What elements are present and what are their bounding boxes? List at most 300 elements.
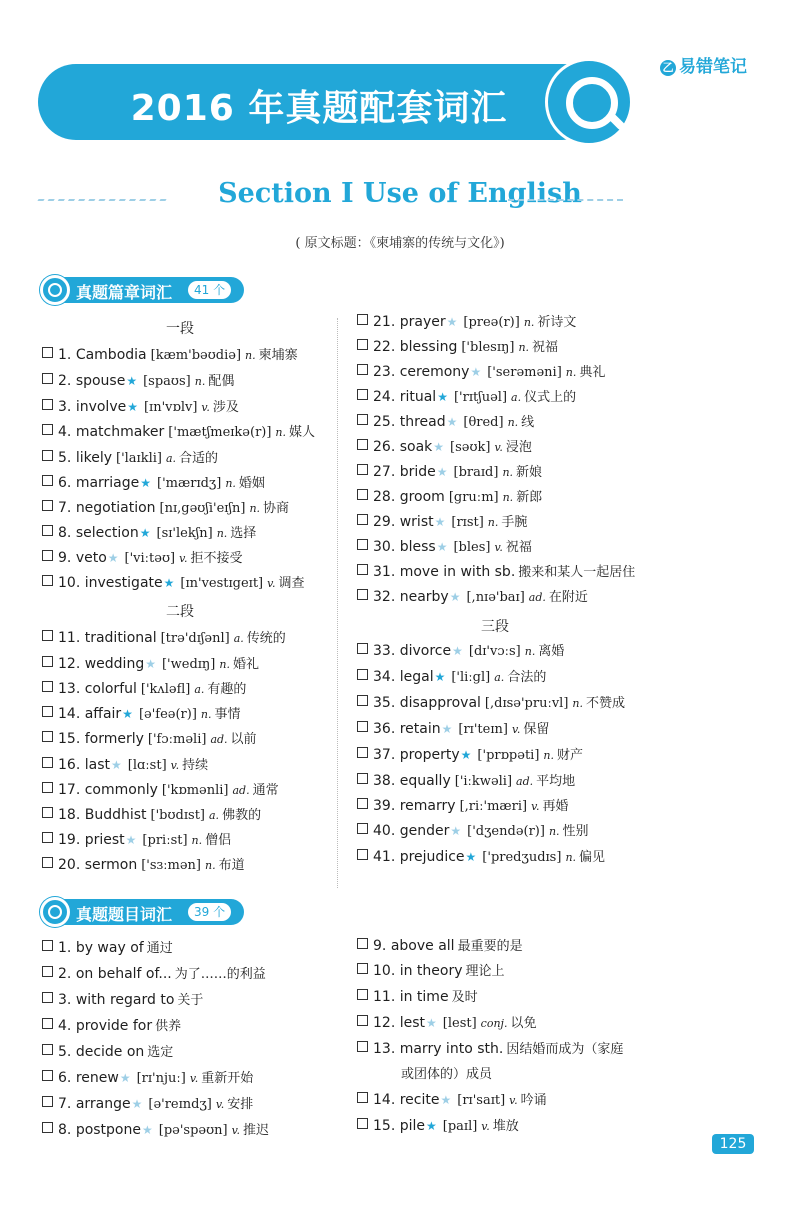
checkbox[interactable] xyxy=(42,706,53,717)
meaning: 性别 xyxy=(562,824,589,839)
star-icon: ★ xyxy=(436,540,448,554)
vocab-word: arrange xyxy=(75,1096,131,1112)
vocab-row xyxy=(42,1043,173,1062)
vocab-word: marriage xyxy=(75,475,140,491)
item-number: 33. xyxy=(373,643,400,659)
meaning: 佛教的 xyxy=(222,808,262,823)
page-title: 2016 年真题配套词汇 xyxy=(130,88,508,129)
vocab-row xyxy=(42,398,239,417)
vocab-row xyxy=(42,1095,253,1114)
star-icon: ★ xyxy=(452,644,463,658)
checkbox[interactable] xyxy=(357,1041,368,1052)
vocab-word: marry into sth. xyxy=(399,1041,504,1057)
star-icon: ★ xyxy=(446,315,458,329)
checkbox[interactable] xyxy=(357,539,368,550)
item-number: 13. xyxy=(58,681,85,697)
item-number: 27. xyxy=(373,464,400,480)
checkbox[interactable] xyxy=(357,695,368,706)
item-number: 4. xyxy=(58,1018,76,1034)
vocab-word: recite xyxy=(399,1092,440,1108)
part-of-speech: n. xyxy=(194,375,206,388)
vocab-row xyxy=(42,1069,253,1088)
vocab-row xyxy=(357,388,576,407)
meaning: 典礼 xyxy=(579,365,606,380)
vocab-row xyxy=(42,730,257,749)
item-number: 35. xyxy=(373,695,400,711)
phonetic: [braɪd] xyxy=(453,465,499,480)
vocab-word: Cambodia xyxy=(75,347,147,363)
checkbox[interactable] xyxy=(357,849,368,860)
part-of-speech: v. xyxy=(494,441,503,454)
meaning: 为了……的利益 xyxy=(174,967,266,982)
vocab-word: last xyxy=(84,757,110,773)
item-number: 22. xyxy=(373,339,400,355)
checkbox[interactable] xyxy=(357,464,368,475)
meaning: 柬埔寨 xyxy=(258,348,298,363)
phonetic: ['bʊdɪst] xyxy=(150,808,205,823)
checkbox[interactable] xyxy=(357,364,368,375)
vocab-word: wrist xyxy=(399,514,434,530)
checkbox[interactable] xyxy=(42,525,53,536)
vocab-word: nearby xyxy=(399,589,449,605)
meaning: 及时 xyxy=(451,990,478,1005)
vocab-row xyxy=(42,705,241,724)
decorative-dashes-right xyxy=(508,199,623,201)
part-of-speech: n. xyxy=(524,645,536,658)
item-number: 1. xyxy=(58,347,76,363)
meaning: 持续 xyxy=(182,758,209,773)
star-icon: ★ xyxy=(426,1119,437,1133)
checkbox[interactable] xyxy=(42,731,53,742)
passage-words-header xyxy=(40,277,244,303)
checkbox[interactable] xyxy=(357,564,368,575)
phonetic: [rɪ'saɪt] xyxy=(457,1093,506,1108)
item-number: 3. xyxy=(58,992,76,1008)
meaning: 离婚 xyxy=(538,644,565,659)
checkbox[interactable] xyxy=(357,823,368,834)
meaning: 新郎 xyxy=(516,490,543,505)
part-of-speech: ad. xyxy=(516,775,534,788)
vocab-row xyxy=(357,694,625,713)
meaning: 线 xyxy=(521,415,535,430)
vocab-word: wedding xyxy=(84,656,145,672)
checkbox[interactable] xyxy=(42,450,53,461)
item-number: 18. xyxy=(58,807,85,823)
item-number: 31. xyxy=(373,564,400,580)
phonetic: [paɪl] xyxy=(442,1119,478,1134)
phonetic: ['kʌləfl] xyxy=(140,682,191,697)
meaning: 祝福 xyxy=(505,540,532,555)
checkbox[interactable] xyxy=(42,575,53,586)
item-number: 2. xyxy=(58,966,76,982)
star-icon: ★ xyxy=(110,758,122,772)
phonetic: [dɪ'vɔːs] xyxy=(468,644,521,659)
brand-logo-icon: 乙 xyxy=(660,60,676,76)
checkbox[interactable] xyxy=(357,773,368,784)
vocab-row xyxy=(42,991,203,1010)
checkbox[interactable] xyxy=(42,681,53,692)
item-number: 5. xyxy=(58,1044,76,1060)
star-icon: ★ xyxy=(446,415,458,429)
vocab-word: soak xyxy=(399,439,433,455)
phonetic: ['mærɪdʒ] xyxy=(157,476,222,491)
vocab-word: in theory xyxy=(399,963,463,979)
vocab-row xyxy=(357,338,558,357)
vocab-word: property xyxy=(399,747,460,763)
part-of-speech: n. xyxy=(523,316,535,329)
checkbox[interactable] xyxy=(42,940,53,951)
checkbox[interactable] xyxy=(42,347,53,358)
star-icon: ★ xyxy=(460,748,472,762)
phonetic: [priːst] xyxy=(142,833,188,848)
vocab-word: traditional xyxy=(84,630,157,646)
meaning-continued xyxy=(398,1065,492,1084)
vocab-word: involve xyxy=(75,399,127,415)
star-icon: ★ xyxy=(125,833,137,847)
checkbox[interactable] xyxy=(42,475,53,486)
vocab-row xyxy=(357,438,532,457)
checkbox[interactable] xyxy=(357,439,368,450)
vocab-word: move in with sb. xyxy=(399,564,516,580)
phonetic: [,dɪsə'pruːvl] xyxy=(484,696,569,711)
part-of-speech: n. xyxy=(565,366,577,379)
checkbox[interactable] xyxy=(42,832,53,843)
item-number: 14. xyxy=(373,1092,400,1108)
vocab-row xyxy=(357,413,534,432)
checkbox[interactable] xyxy=(42,373,53,384)
vocab-word: divorce xyxy=(399,643,452,659)
vocab-word: legal xyxy=(399,669,434,685)
phonetic: [kæm'bəʊdiə] xyxy=(150,348,242,363)
phonetic: ['serəməni] xyxy=(487,365,562,380)
part-of-speech: n. xyxy=(225,477,236,490)
search-icon xyxy=(40,275,70,305)
part-of-speech: n. xyxy=(205,859,216,872)
phonetic: ['dʒendə(r)] xyxy=(467,824,545,839)
phonetic: ['fɔːməli] xyxy=(147,732,207,747)
star-icon: ★ xyxy=(126,374,138,388)
meaning: 媒人 xyxy=(289,425,316,440)
phonetic: ['blesɪŋ] xyxy=(461,340,515,355)
item-number: 15. xyxy=(58,731,85,747)
vocab-word: lest xyxy=(399,1015,426,1031)
phonetic: [gruːm] xyxy=(448,490,499,505)
meaning: 祝福 xyxy=(532,340,559,355)
meaning: 手腕 xyxy=(501,515,528,530)
part-of-speech: a. xyxy=(494,671,505,684)
checkbox[interactable] xyxy=(357,389,368,400)
star-icon: ★ xyxy=(107,551,119,565)
phonetic: ['iːkwəli] xyxy=(454,774,513,789)
checkbox[interactable] xyxy=(42,1018,53,1029)
star-icon: ★ xyxy=(433,440,445,454)
item-number: 7. xyxy=(58,500,76,516)
part-of-speech: v. xyxy=(511,723,521,736)
part-of-speech: n. xyxy=(275,426,287,439)
star-icon: ★ xyxy=(465,850,477,864)
phonetic: [bles] xyxy=(453,540,491,555)
vocab-word: groom xyxy=(399,489,445,505)
meaning: 涉及 xyxy=(212,400,239,415)
item-number: 24. xyxy=(373,389,400,405)
paragraph-label: 三段 xyxy=(481,619,509,635)
meaning: 协商 xyxy=(263,501,290,516)
item-number: 30. xyxy=(373,539,400,555)
star-icon: ★ xyxy=(142,1123,153,1137)
phonetic: ['rɪtʃuəl] xyxy=(453,390,508,405)
item-number: 10. xyxy=(373,963,400,979)
checkbox[interactable] xyxy=(42,1122,53,1133)
phonetic: [spaʊs] xyxy=(143,374,191,389)
vocab-word: prejudice xyxy=(399,849,465,865)
meaning: 合适的 xyxy=(179,451,219,466)
vocab-row xyxy=(42,372,234,391)
star-icon: ★ xyxy=(119,1071,131,1085)
item-number: 11. xyxy=(373,989,400,1005)
phonetic: [trə'dɪʃənl] xyxy=(160,631,230,646)
vocab-row xyxy=(357,848,605,867)
checkbox[interactable] xyxy=(357,314,368,325)
item-number: 32. xyxy=(373,589,400,605)
vocab-row xyxy=(357,720,549,739)
checkbox[interactable] xyxy=(357,339,368,350)
checkbox[interactable] xyxy=(42,757,53,768)
meaning: 因结婚而成为（家庭 xyxy=(506,1042,624,1057)
checkbox[interactable] xyxy=(357,669,368,680)
vocab-word: prayer xyxy=(399,314,446,330)
phonetic: [rɪst] xyxy=(451,515,484,530)
vocab-row xyxy=(357,588,588,607)
part-of-speech: n. xyxy=(507,416,519,429)
vocab-word: above all xyxy=(390,938,455,954)
phonetic: ['liːgl] xyxy=(451,670,491,685)
item-number: 34. xyxy=(373,669,400,685)
meaning: 通过 xyxy=(146,941,173,956)
phonetic: ['laɪkli] xyxy=(116,451,162,466)
checkbox[interactable] xyxy=(42,399,53,410)
phonetic: [,riː'mæri] xyxy=(459,799,528,814)
part-of-speech: v. xyxy=(189,1072,199,1085)
meaning: 最重要的是 xyxy=(457,939,523,954)
meaning: 理论上 xyxy=(465,964,505,979)
vocab-word: postpone xyxy=(75,1122,141,1138)
search-icon xyxy=(40,897,70,927)
vocab-row xyxy=(357,313,576,332)
item-number: 12. xyxy=(58,656,85,672)
checkbox[interactable] xyxy=(357,514,368,525)
vocab-row xyxy=(42,781,279,800)
checkbox[interactable] xyxy=(42,857,53,868)
meaning: 传统的 xyxy=(246,631,286,646)
item-number: 13. xyxy=(373,1041,400,1057)
vocab-word: by way of xyxy=(75,940,144,956)
vocab-row xyxy=(42,831,231,850)
vocab-row xyxy=(42,423,315,442)
checkbox[interactable] xyxy=(357,414,368,425)
checkbox[interactable] xyxy=(42,1044,53,1055)
meaning: 布道 xyxy=(218,858,245,873)
item-number: 40. xyxy=(373,823,400,839)
meaning: 祈诗文 xyxy=(537,315,577,330)
checkbox[interactable] xyxy=(357,747,368,758)
star-icon: ★ xyxy=(441,722,453,736)
part-of-speech: a. xyxy=(209,809,220,822)
vocab-row xyxy=(42,1017,181,1036)
passage-words-count: 41 个 xyxy=(188,281,231,299)
meaning: 以免 xyxy=(510,1016,537,1031)
checkbox[interactable] xyxy=(42,1096,53,1107)
vocab-word: negotiation xyxy=(75,500,156,516)
meaning: 浸泡 xyxy=(505,440,532,455)
part-of-speech: n. xyxy=(565,851,577,864)
vocab-row xyxy=(42,680,246,699)
meaning: 再婚 xyxy=(542,799,569,814)
part-of-speech: n. xyxy=(216,527,228,540)
vocab-row xyxy=(42,474,265,493)
phonetic: [səʊk] xyxy=(450,440,491,455)
part-of-speech: n. xyxy=(487,516,499,529)
meaning: 有趣的 xyxy=(207,682,247,697)
section-title: Section Ⅰ Use of English xyxy=(218,178,582,209)
item-number: 36. xyxy=(373,721,400,737)
part-of-speech: n. xyxy=(502,466,514,479)
part-of-speech: v. xyxy=(201,401,210,414)
item-number: 5. xyxy=(58,450,76,466)
meaning: 平均地 xyxy=(536,774,576,789)
checkbox[interactable] xyxy=(357,989,368,1000)
vocab-word: equally xyxy=(399,773,451,789)
item-number: 3. xyxy=(58,399,76,415)
checkbox[interactable] xyxy=(357,1092,368,1103)
phonetic: ['prɒpəti] xyxy=(477,748,540,763)
phonetic: [preə(r)] xyxy=(463,315,520,330)
star-icon: ★ xyxy=(145,657,156,671)
part-of-speech: ad. xyxy=(528,591,546,604)
vocab-row xyxy=(357,363,605,382)
vocab-row xyxy=(357,746,583,765)
question-words-heading: 真题题目词汇 xyxy=(76,905,173,924)
vocab-word: remarry xyxy=(399,798,456,814)
checkbox[interactable] xyxy=(357,1015,368,1026)
vocab-word: priest xyxy=(84,832,125,848)
part-of-speech: a. xyxy=(194,683,205,696)
vocab-word: ritual xyxy=(399,389,437,405)
vocab-word: retain xyxy=(399,721,441,737)
vocab-row xyxy=(357,488,542,507)
checkbox[interactable] xyxy=(357,798,368,809)
checkbox[interactable] xyxy=(42,1070,53,1081)
part-of-speech: n. xyxy=(191,834,203,847)
checkbox[interactable] xyxy=(357,643,368,654)
item-number: 25. xyxy=(373,414,400,430)
part-of-speech: v. xyxy=(231,1124,241,1137)
vocab-word: decide on xyxy=(75,1044,145,1060)
phonetic: [sɪ'lekʃn] xyxy=(156,526,213,541)
item-number: 19. xyxy=(58,832,85,848)
part-of-speech: n. xyxy=(245,349,256,362)
part-of-speech: n. xyxy=(249,502,261,515)
item-number: 23. xyxy=(373,364,400,380)
vocab-word: disapproval xyxy=(399,695,481,711)
item-number: 37. xyxy=(373,747,400,763)
vocab-word: blessing xyxy=(399,339,458,355)
vocab-row xyxy=(357,988,478,1007)
checkbox[interactable] xyxy=(42,630,53,641)
item-number: 7. xyxy=(58,1096,76,1112)
checkbox[interactable] xyxy=(357,589,368,600)
vocab-word: bless xyxy=(399,539,436,555)
vocab-row xyxy=(357,937,523,956)
phonetic: ['mætʃmeɪkə(r)] xyxy=(168,425,272,440)
checkbox[interactable] xyxy=(42,807,53,818)
vocab-row xyxy=(42,806,261,825)
checkbox[interactable] xyxy=(357,721,368,732)
part-of-speech: v. xyxy=(170,759,180,772)
vocab-word: bride xyxy=(399,464,436,480)
item-number: 41. xyxy=(373,849,400,865)
meaning: 合法的 xyxy=(507,670,547,685)
meaning: 重新开始 xyxy=(201,1071,254,1086)
checkbox[interactable] xyxy=(42,966,53,977)
checkbox[interactable] xyxy=(42,550,53,561)
star-icon: ★ xyxy=(437,390,448,404)
checkbox[interactable] xyxy=(357,489,368,500)
meaning: 婚礼 xyxy=(232,657,259,672)
meaning: 财产 xyxy=(557,748,584,763)
vocab-word: pile xyxy=(399,1118,425,1134)
checkbox[interactable] xyxy=(42,782,53,793)
question-words-count: 39 个 xyxy=(188,903,231,921)
vocab-row xyxy=(357,1014,536,1033)
star-icon: ★ xyxy=(122,707,133,721)
vocab-word: spouse xyxy=(75,373,126,389)
item-number: 29. xyxy=(373,514,400,530)
star-icon: ★ xyxy=(450,824,462,838)
star-icon: ★ xyxy=(426,1016,437,1030)
checkbox[interactable] xyxy=(42,992,53,1003)
phonetic: ['predʒudɪs] xyxy=(482,850,562,865)
checkbox[interactable] xyxy=(357,963,368,974)
checkbox[interactable] xyxy=(357,1118,368,1129)
vocab-word: likely xyxy=(75,450,112,466)
checkbox[interactable] xyxy=(357,938,368,949)
meaning: 配偶 xyxy=(208,374,235,389)
item-number: 2. xyxy=(58,373,76,389)
vocab-row xyxy=(357,822,589,841)
vocab-word: Buddhist xyxy=(84,807,147,823)
meaning: 推迟 xyxy=(243,1123,270,1138)
checkbox[interactable] xyxy=(42,500,53,511)
phonetic: [pə'spəʊn] xyxy=(158,1123,228,1138)
checkbox[interactable] xyxy=(42,656,53,667)
phonetic: ['kɒmənli] xyxy=(161,783,229,798)
vocab-word: formerly xyxy=(84,731,144,747)
item-number: 12. xyxy=(373,1015,400,1031)
part-of-speech: n. xyxy=(548,825,560,838)
meaning: 事情 xyxy=(214,707,241,722)
checkbox[interactable] xyxy=(42,424,53,435)
item-number: 39. xyxy=(373,798,400,814)
magnifier-icon xyxy=(545,58,633,146)
meaning: 僧侣 xyxy=(205,833,232,848)
item-number: 17. xyxy=(58,782,85,798)
item-number: 6. xyxy=(58,1070,76,1086)
vocab-row xyxy=(42,939,173,958)
passage-words-heading: 真题篇章词汇 xyxy=(76,283,173,302)
part-of-speech: ad. xyxy=(210,733,228,746)
part-of-speech: v. xyxy=(494,541,503,554)
vocab-word: on behalf of... xyxy=(75,966,172,982)
